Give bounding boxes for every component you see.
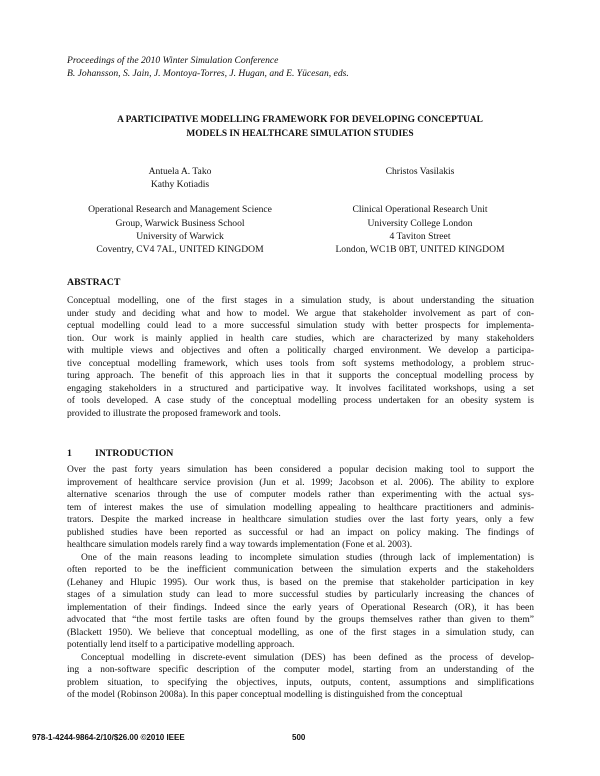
proceedings-header [67, 54, 547, 80]
author-name: Christos Vasilakis [385, 166, 455, 177]
text-line: ceptual modelling could lead to a more successful simulation study with better prospects for implementa- [67, 321, 534, 331]
affiliation-line: University College London [367, 217, 473, 229]
affiliation-right [290, 203, 550, 256]
affiliation-line: London, WC1B 0BT, UNITED KINGDOM [335, 244, 505, 255]
affiliation-line: Operational Research and Management Science [88, 204, 272, 216]
affiliation-line: Group, Warwick Business School [115, 217, 245, 229]
introduction-heading [67, 448, 173, 459]
text-line: turing approach. The benefit of this approach lies in that it supports the conceptual modelling process by [67, 371, 534, 381]
page-number: 500 [292, 733, 306, 742]
proceedings-title: Proceedings of the 2010 Winter Simulation Conference [67, 55, 279, 66]
title-line-2: MODELS IN HEALTHCARE SIMULATION STUDIES [186, 128, 414, 139]
text-line: stages of a simulation study can lead to more successful studies by particularly increasing the chances of [67, 590, 534, 600]
text-line: under study and deciding what and how to model. We argue that stakeholder involvement as part of con- [67, 308, 534, 319]
affiliation-line: University of Warwick [136, 230, 224, 242]
text-line: alternative scenarios through the use of computer models rather than experimenting with the actual sys- [67, 490, 534, 500]
section-number: 1 [67, 448, 72, 459]
text-line: ing a non-software specific description of the computer model, starting from an understanding of the [67, 665, 534, 675]
text-line: Over the past forty years simulation has been considered a popular decision making tool to support the [67, 465, 534, 475]
text-line: healthcare simulation models rarely find a way towards implementation (Fone et al. 2003). [67, 540, 413, 550]
text-line: (Blackett 1950). We believe that conceptual modelling, as one of the first stages in a simulation study, can [67, 627, 534, 638]
text-line: improvement of healthcare service provision (Jun et al. 1999; Jacobson et al. 2006). The ability to explore [67, 477, 534, 488]
abstract-heading: ABSTRACT [67, 277, 121, 288]
author-name: Kathy Kotiadis [150, 179, 210, 191]
text-line: One of the main reasons leading to incomplete simulation studies (through lack of implementation) is [81, 552, 534, 563]
text-line: of the model (Robinson 2008a). In this paper conceptual modelling is distinguished from the conceptual [67, 690, 463, 700]
text-line: engaging stakeholders in a structured and participative way. It involves facilitated workshops, using a set [67, 383, 534, 394]
text-line: Conceptual modelling in discrete-event simulation (DES) has been defined as the process of develop- [81, 652, 534, 663]
paper-title [60, 114, 540, 141]
text-line: tive conceptual modelling framework, which uses tools from soft systems methodology, a problem struc- [67, 358, 534, 369]
proceedings-editors: B. Johansson, S. Jain, J. Montoya-Torres, J. Hugan, and E. Yücesan, eds. [67, 68, 349, 79]
affiliation-left [50, 203, 310, 256]
text-line: implementation of their findings. Indeed since the early years of Operational Research (OR), it has been [67, 602, 534, 613]
footer-isbn: 978-1-4244-9864-2/10/$26.00 ©2010 IEEE [32, 733, 185, 742]
text-line: tem of interest makes the use of simulation modelling appealing to healthcare practitioners and adminis- [67, 502, 534, 513]
author-spacer [290, 178, 550, 191]
text-line: published studies have been reported as successful or had an impact on policy making. The findings of [67, 527, 534, 538]
author-block-right [290, 165, 550, 256]
text-line: Conceptual modelling, one of the first stages in a simulation study, is about understanding the situation [67, 296, 534, 306]
author-name: Antuela A. Tako [148, 166, 212, 177]
affiliation-line: 4 Taviton Street [389, 230, 451, 242]
author-block-left [50, 165, 310, 256]
text-line: with multiple views and objectives and often a politically charged environment. We develop a participa- [67, 346, 534, 356]
text-line: problem situation, to specifying the objectives, inputs, outputs, content, assumptions and simplifications [67, 677, 534, 688]
section-title: INTRODUCTION [95, 448, 174, 459]
text-line: potentially lend itself to a participative modelling approach. [67, 640, 295, 650]
text-line: advocated that “the most fertile tasks are often found by the groups themselves rather than given to them” [67, 615, 534, 625]
title-line-1: A PARTICIPATIVE MODELLING FRAMEWORK FOR DEVELOPING CONCEPTUAL [117, 115, 483, 125]
text-line: often reported to be the inefficient communication between the simulation experts and the stakeholders [67, 565, 534, 575]
abstract-body [67, 295, 534, 420]
text-line: provided to illustrate the proposed framework and tools. [67, 408, 281, 419]
text-line: tion. Our work is mainly applied in health care studies, which are characterized by many stakeholders [67, 333, 534, 344]
text-line: (Lehaney and Hlupic 1995). Our work thus, is based on the premise that stakeholder participation in key [67, 577, 534, 588]
affiliation-line: Clinical Operational Research Unit [352, 204, 488, 216]
introduction-body [67, 464, 534, 702]
text-line: trators. Despite the marked increase in healthcare simulation studies over the last forty years, only a few [67, 515, 534, 525]
affiliation-line: Coventry, CV4 7AL, UNITED KINGDOM [96, 244, 264, 256]
text-line: of tools developed. A case study of the conceptual modelling process undertaken for an obesity system is [67, 396, 534, 406]
